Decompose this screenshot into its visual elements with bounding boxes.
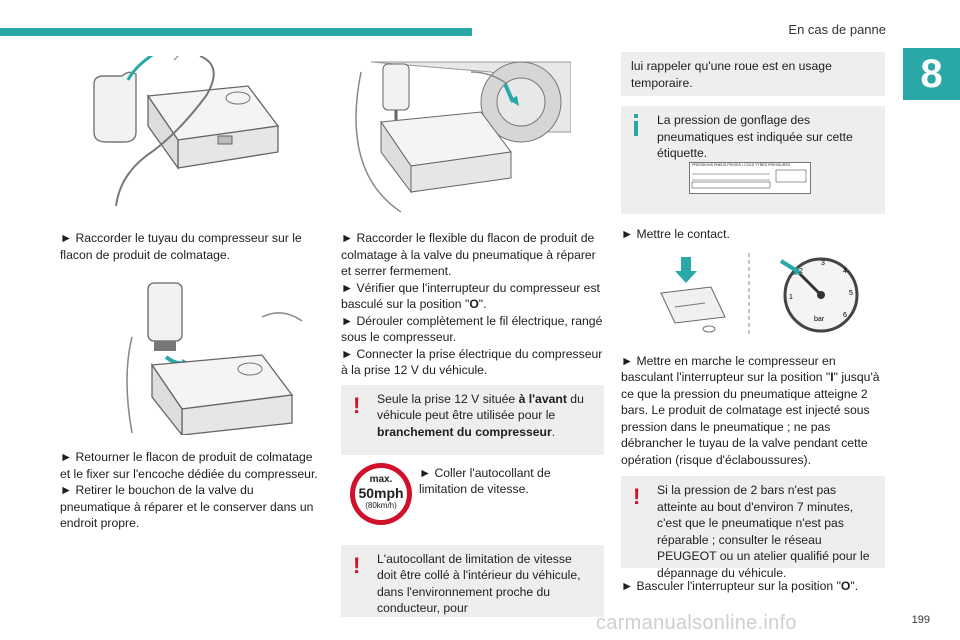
step-check-switch-off: ► Vérifier que l'interrupteur du compresseur est basculé sur la position "O". bbox=[341, 280, 600, 311]
warning-sticker-location: ! L'autocollant de limitation de vitesse doit être collé à l'intérieur du véhicule, dans l'environnement proche du conducteur, pour bbox=[341, 545, 604, 617]
warning-sticker-continued: lui rappeler qu'une roue est en usage temporaire. bbox=[621, 52, 885, 96]
illustration-ignition-gauge bbox=[621, 251, 885, 343]
chapter-number: 8 bbox=[903, 48, 960, 100]
page-number: 199 bbox=[911, 614, 930, 626]
step-connect-valve: ► Raccorder le flexible du flacon de produit de colmatage à la valve du pneumatique à réparer et serrer fermement. bbox=[341, 231, 596, 278]
step-connect-12v: ► Connecter la prise électrique du compresseur à la prise 12 V du véhicule. bbox=[341, 346, 603, 377]
illustration-compressor-bottle bbox=[88, 56, 288, 216]
speed-sticker-row bbox=[341, 463, 604, 533]
warning-front-socket: ! Seule la prise 12 V située à l'avant du véhicule peut être utilisée pour le branchement du compresseur. bbox=[341, 385, 604, 455]
gauge-unit: bar bbox=[814, 315, 825, 323]
gauge-tick-6: 6 bbox=[843, 311, 847, 319]
step-unroll-cable: ► Dérouler complètement le fil électrique, rangé sous le compresseur. bbox=[341, 313, 603, 344]
column-1 bbox=[60, 0, 318, 532]
illustration-valve-connection bbox=[341, 52, 571, 220]
warning-icon: ! bbox=[353, 552, 361, 578]
sticker-speed: 50mph bbox=[358, 484, 404, 501]
gauge-tick-4: 4 bbox=[843, 267, 847, 275]
gauge-tick-3: 3 bbox=[821, 259, 825, 267]
warning-icon: ! bbox=[633, 484, 641, 509]
gauge-tick-2: 2 bbox=[799, 267, 803, 275]
info-tyre-pressure-label: La pression de gonflage des pneumatiques est indiquée sur cette étiquette. PRESSIONS PNEUS FROIDS • COLD TYRES PRESSURES bbox=[621, 106, 885, 214]
gauge-tick-5: 5 bbox=[849, 289, 853, 297]
illustration-bottle-mount bbox=[112, 277, 312, 435]
step-invert-bottle: ► Retourner le flacon de produit de colmatage et le fixer sur l'encoche dédiée du compresseur. bbox=[60, 450, 318, 481]
info-icon bbox=[631, 114, 641, 136]
step-ignition-on: ► Mettre le contact. bbox=[621, 227, 730, 241]
warning-icon: ! bbox=[353, 392, 361, 418]
column-2 bbox=[341, 0, 604, 617]
step-remove-valve-cap: ► Retirer le bouchon de la valve du pneumatique à réparer et le conserver dans un endroit propre. bbox=[60, 483, 314, 530]
sticker-max: max. bbox=[369, 473, 393, 485]
watermark: carmanualsonline.info bbox=[596, 612, 797, 634]
tyre-pressure-label-image: PRESSIONS PNEUS FROIDS • COLD TYRES PRESSURES bbox=[689, 162, 811, 194]
step-connect-hose: ► Raccorder le tuyau du compresseur sur le flacon de produit de colmatage. bbox=[60, 231, 302, 262]
gauge-tick-1: 1 bbox=[789, 293, 793, 301]
speed-limit-sticker bbox=[350, 463, 412, 525]
section-title: En cas de panne bbox=[788, 22, 886, 37]
warning-not-repairable: ! Si la pression de 2 bars n'est pas atteinte au bout d'environ 7 minutes, c'est que le pneumatique n'est pas réparable ; consulter le réseau PEUGEOT ou un atelier qualifié pour le dépannage du véhicule. bbox=[621, 476, 885, 568]
step-switch-off: ► Basculer l'interrupteur sur la position "O". bbox=[621, 579, 859, 593]
column-3 bbox=[621, 52, 885, 595]
step-start-compressor: ► Mettre en marche le compresseur en basculant l'interrupteur sur la position "I" jusqu'à ce que la pression du pneumatique atteigne 2 bars. Le produit de colmatage est injecté sous pression dans le pneumatique ; ne pas débrancher le tuyau de la valve pendant cette opération (risque d'éclaboussures). bbox=[621, 353, 880, 467]
step-apply-sticker: ► Coller l'autocollant de limitation de vitesse. bbox=[419, 465, 551, 496]
sticker-kmh: (80km/h) bbox=[365, 500, 397, 510]
